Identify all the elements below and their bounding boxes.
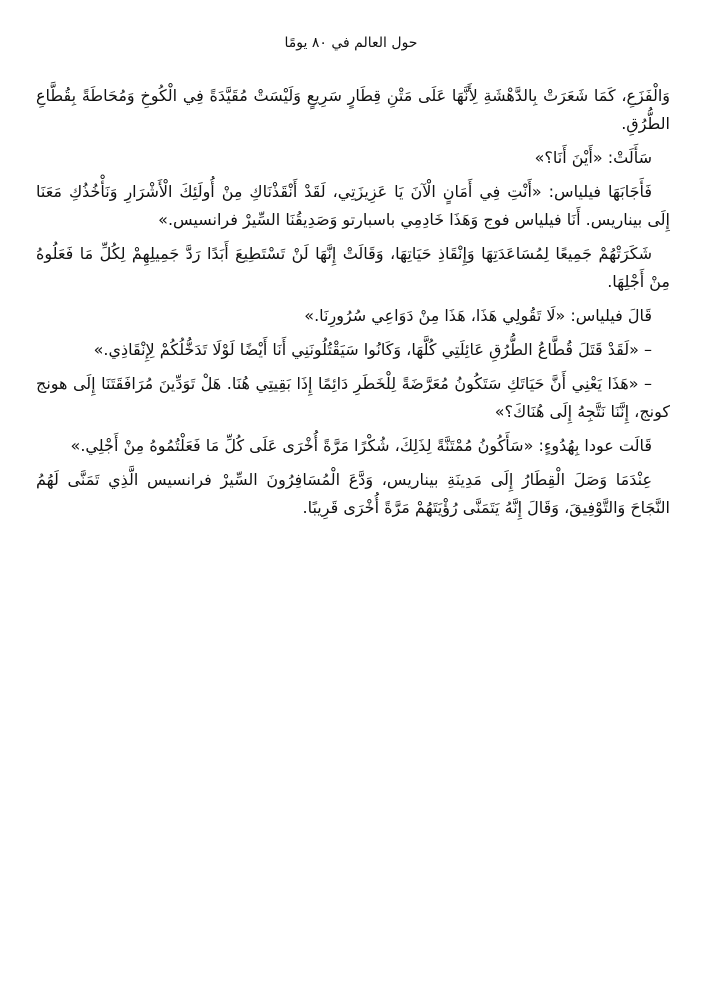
paragraph-phileas-reply: قَالَ فيلياس: «لَا تَقُولِي هَذَا، هَذَا مِنْ دَوَاعِي سُرُورِنَا.» <box>304 306 652 325</box>
paragraph-auda-reply: قَالَت عودا بِهُدُوءٍ: «سَأَكُونُ مُمْتَنَّةً لِذَلِكَ، شُكْرًا مَرَّةً أُخْرَى عَلَى كُلِّ مَا فَعَلْتُمُوهُ مِنْ أَجْلِي.» <box>70 436 652 455</box>
paragraph-dialogue-family: – «لَقَدْ قَتَلَ قُطَّاعُ الطُّرُقِ عَائِلَتِي كُلَّهَا، وَكَانُوا سَيَقْتُلُونَنِي أَنَا أَيْضًا لَوْلَا تَدَخُّلُكُمْ لِإِنْقَاذِي.» <box>93 340 652 359</box>
paragraph-arrival-benares: عِنْدَمَا وَصَلَ الْقِطَارُ إِلَى مَدِينَةِ بيناريس، وَدَّعَ الْمُسَافِرُونَ السِّيرْ فرانسيس الَّذِي تَمَنَّى لَهُمُ النَّجَاحَ وَالتَّوْفِيقَ، وَقَالَ إِنَّهُ يَتَمَنَّى رُؤْيَتَهُمْ مَرَّةً أُخْرَى قَرِيبًا. <box>36 470 670 517</box>
paragraph-phileas-answer: فَأَجَابَهَا فيلياس: «أَنْتِ فِي أَمَانٍ الْآنَ يَا عَزِيزَتِي، لَقَدْ أَنْقَذْنَاكِ مِنْ أُولَئِكَ الْأَشْرَارِ وَنَأْخُذُكِ مَعَنَا إِلَى بيناريس. أَنَا فيلياس فوج وَهَذَا خَادِمِي باسبارتو وَصَدِيقُنَا السِّيرْ فرانسيس.» <box>36 182 670 229</box>
paragraph-thanks: شَكَرَتْهُمْ جَمِيعًا لِمُسَاعَدَتِهَا وَإِنْقَاذِ حَيَاتِهَا، وَقَالَتْ إِنَّهَا لَنْ تَسْتَطِيعَ أَبَدًا رَدَّ جَمِيلِهِمْ لِكُلِّ مَا فَعَلُوهُ مِنْ أَجْلِهَا. <box>36 244 670 291</box>
body-text <box>36 82 670 528</box>
running-header: حول العالم في ٨٠ يومًا <box>284 35 418 51</box>
paragraph-dialogue-danger: – «هَذَا يَعْنِي أَنَّ حَيَاتَكِ سَتَكُونُ مُعَرَّضَةً لِلْخَطَرِ دَائِمًا إِذَا بَقِيتِي هُنَا. هَلْ تَوَدِّينَ مُرَافَقَتَنَا إِلَى هونج كونج، إِنَّنَا نَتَّجِهُ إِلَى هُنَاكَ؟» <box>36 374 670 421</box>
paragraph-continuation: وَالْفَزَعِ، كَمَا شَعَرَتْ بِالدَّهْشَةِ لِأَنَّهَا عَلَى مَتْنِ قِطَارٍ سَرِيعٍ وَلَيْسَتْ مُقَيَّدَةً فِي الْكُوخِ وَمُحَاطَةً بِقُطَّاعِ الطُّرُقِ. <box>36 86 670 133</box>
paragraph-question: سَأَلَتْ: «أَيْنَ أَنَا؟» <box>534 148 652 167</box>
